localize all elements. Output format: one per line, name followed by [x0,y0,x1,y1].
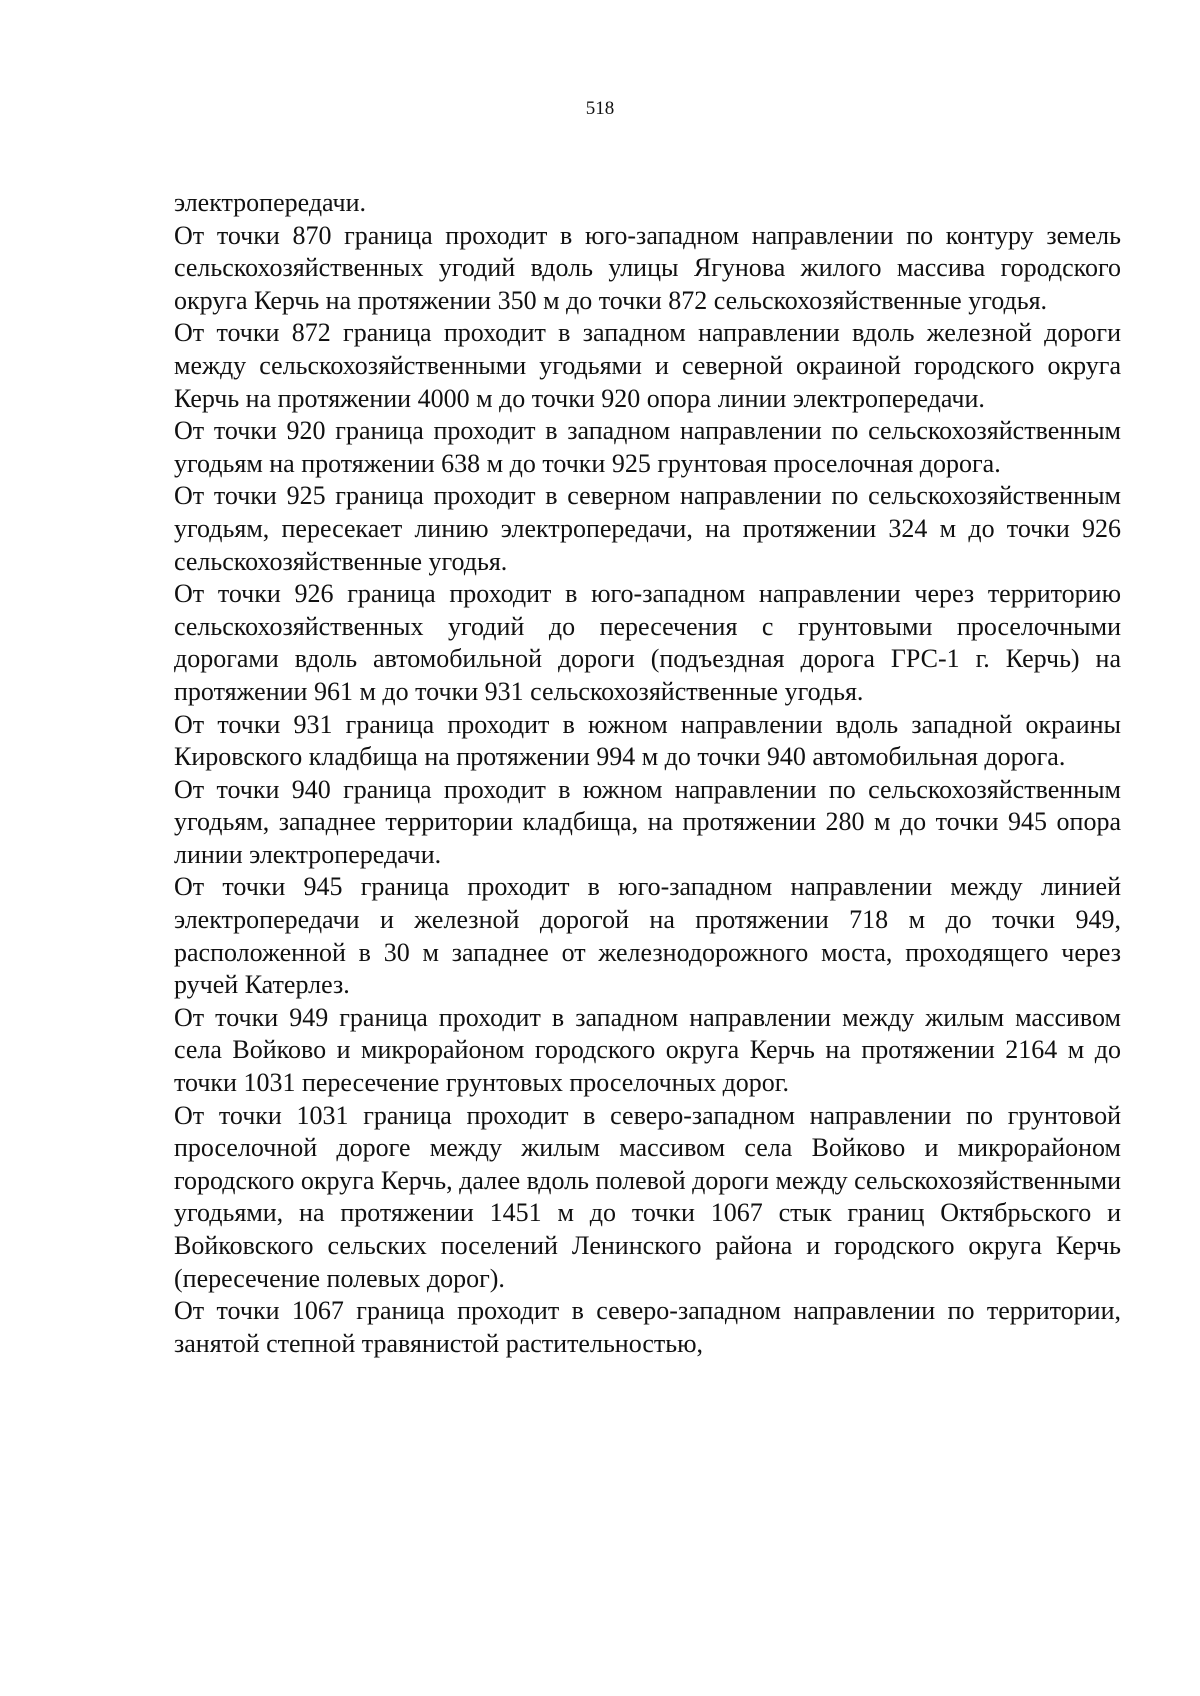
document-body [174,187,1121,1360]
paragraph: От точки 920 граница проходит в западном направлении по сельскохозяйственным угодьям на протяжении 638 м до точки 925 грунтовая проселочная дорога. [174,416,1121,478]
paragraph: От точки 872 граница проходит в западном направлении вдоль железной дороги между сельскохозяйственными угодьями и северной окраиной городского округа Керчь на протяжении 4000 м до точки 920 опора линии электропередачи. [174,318,1121,413]
paragraph: От точки 949 граница проходит в западном направлении между жилым массивом села Войково и микрорайоном городского округа Керчь на протяжении 2164 м до точки 1031 пересечение грунтовых проселочных дорог. [174,1002,1121,1098]
paragraph: От точки 926 граница проходит в юго-западном направлении через территорию сельскохозяйственных угодий до пересечения с грунтовыми проселочными дорогами вдоль автомобильной дороги (подъездная дорога ГРС-1 г. Керчь) на протяжении 961 м до точки 931 сельскохозяйственные угодья. [174,579,1121,706]
paragraph: электропередачи. [174,188,367,217]
paragraph: От точки 1067 граница проходит в северо-западном направлении по территории, занятой степной травянистой растительностью, [174,1296,1121,1358]
paragraph: От точки 870 граница проходит в юго-западном направлении по контуру земель сельскохозяйственных угодий вдоль улицы Ягунова жилого массива городского округа Керчь на протяжении 350 м до точки 872 сельскохозяйственные угодья. [174,220,1121,315]
paragraph: От точки 940 граница проходит в южном направлении по сельскохозяйственным угодьям, западнее территории кладбища, на протяжении 280 м до точки 945 опора линии электропередачи. [174,774,1121,869]
paragraph: От точки 945 граница проходит в юго-западном направлении между линией электропередачи и железной дорогой на протяжении 718 м до точки 949, расположенной в 30 м западнее от железнодорожного моста, проходящего через ручей Катерлез. [174,872,1121,1000]
paragraph: От точки 931 граница проходит в южном направлении вдоль западной окраины Кировского кладбища на протяжении 994 м до точки 940 автомобильная дорога. [174,709,1121,772]
paragraph: От точки 1031 граница проходит в северо-западном направлении по грунтовой проселочной дороге между жилым массивом села Войково и микрорайоном городского округа Керчь, далее вдоль полевой дороги между сельскохозяйственными угодьями, на протяжении 1451 м до точки 1067 стык границ Октябрьского и Войковского сельских поселений Ленинского района и городского округа Керчь (пересечение полевых дорог). [174,1100,1121,1293]
page-number: 518 [585,98,615,119]
paragraph: От точки 925 граница проходит в северном направлении по сельскохозяйственным угодьям, пересекает линию электропередачи, на протяжении 324 м до точки 926 сельскохозяйственные угодья. [174,481,1121,576]
